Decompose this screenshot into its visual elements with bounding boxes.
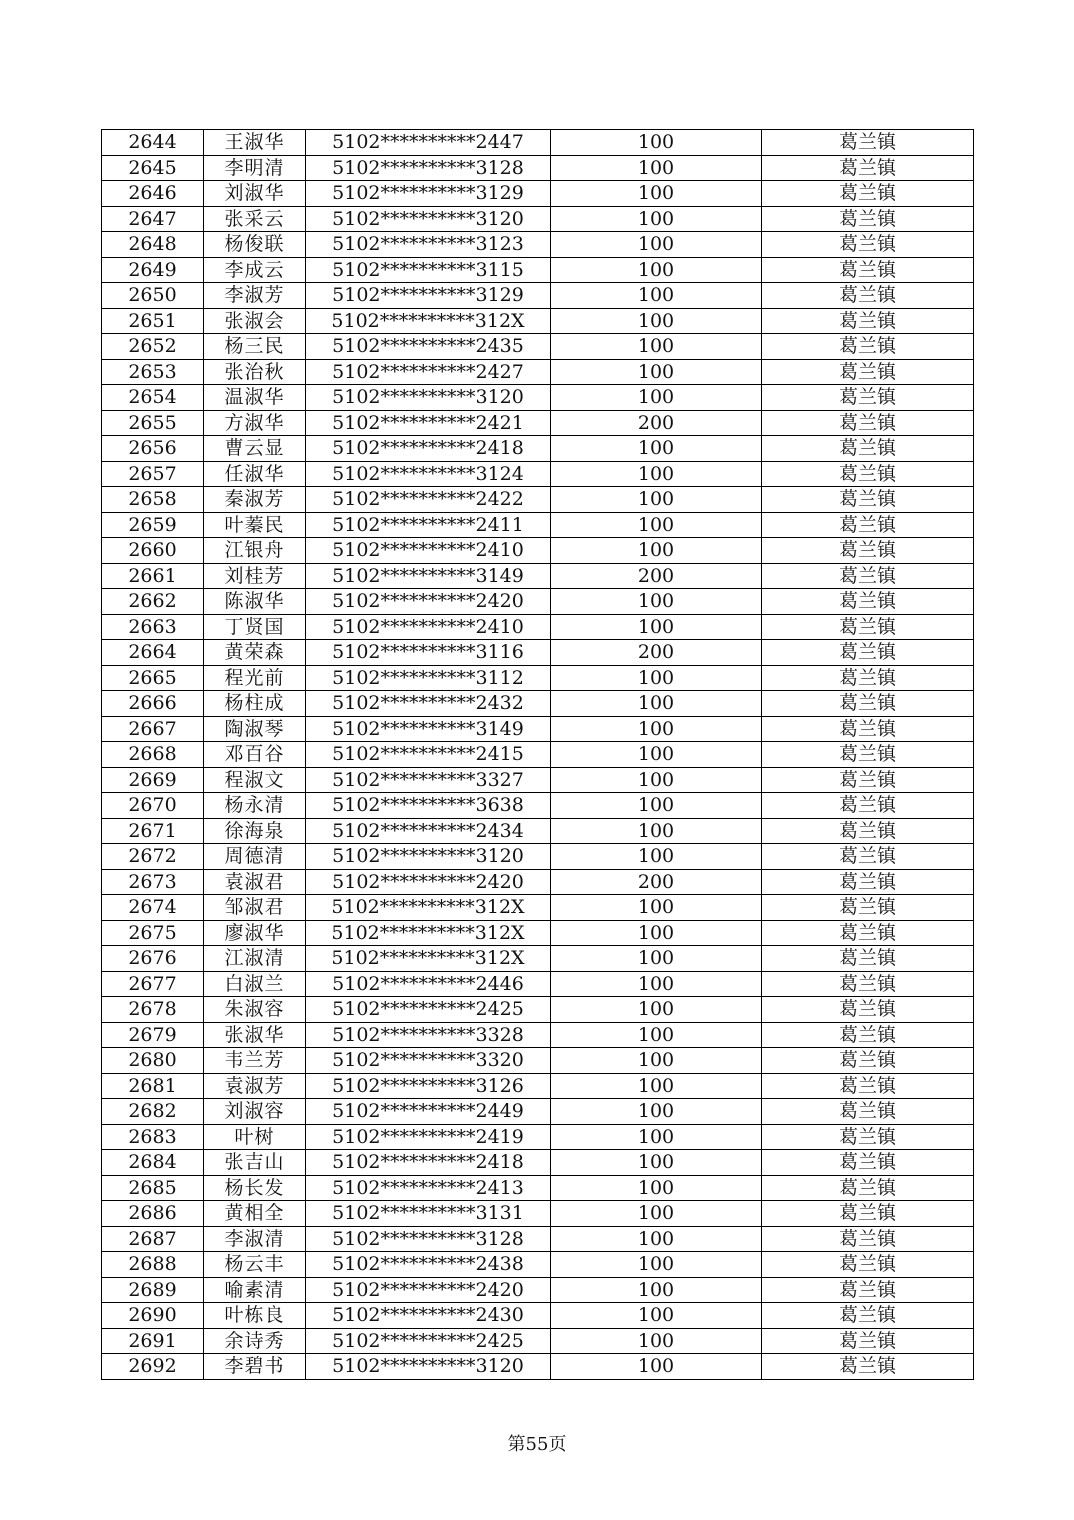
town-cell: 葛兰镇 bbox=[762, 1226, 974, 1252]
row-number-cell: 2646 bbox=[102, 181, 204, 207]
name-cell: 廖淑华 bbox=[204, 920, 306, 946]
row-number-cell: 2689 bbox=[102, 1277, 204, 1303]
name-cell: 杨俊联 bbox=[204, 232, 306, 258]
id-number-cell: 5102**********3320 bbox=[306, 1048, 551, 1074]
name-cell: 曹云显 bbox=[204, 436, 306, 462]
amount-cell: 100 bbox=[551, 436, 762, 462]
amount-cell: 200 bbox=[551, 640, 762, 666]
table-row bbox=[102, 1252, 974, 1278]
id-number-cell: 5102**********3126 bbox=[306, 1073, 551, 1099]
name-cell: 李成云 bbox=[204, 257, 306, 283]
amount-cell: 100 bbox=[551, 130, 762, 156]
row-number-cell: 2662 bbox=[102, 589, 204, 615]
town-cell: 葛兰镇 bbox=[762, 283, 974, 309]
town-cell: 葛兰镇 bbox=[762, 1022, 974, 1048]
row-number-cell: 2652 bbox=[102, 334, 204, 360]
amount-cell: 100 bbox=[551, 1048, 762, 1074]
amount-cell: 100 bbox=[551, 1201, 762, 1227]
table-row bbox=[102, 1303, 974, 1329]
id-number-cell: 5102**********2421 bbox=[306, 410, 551, 436]
amount-cell: 100 bbox=[551, 181, 762, 207]
id-number-cell: 5102**********3124 bbox=[306, 461, 551, 487]
town-cell: 葛兰镇 bbox=[762, 1303, 974, 1329]
amount-cell: 100 bbox=[551, 742, 762, 768]
town-cell: 葛兰镇 bbox=[762, 385, 974, 411]
amount-cell: 100 bbox=[551, 1150, 762, 1176]
id-number-cell: 5102**********2410 bbox=[306, 538, 551, 564]
table-row bbox=[102, 359, 974, 385]
row-number-cell: 2678 bbox=[102, 997, 204, 1023]
town-cell: 葛兰镇 bbox=[762, 869, 974, 895]
name-cell: 袁淑芳 bbox=[204, 1073, 306, 1099]
row-number-cell: 2666 bbox=[102, 691, 204, 717]
row-number-cell: 2655 bbox=[102, 410, 204, 436]
table-row bbox=[102, 563, 974, 589]
table-row bbox=[102, 436, 974, 462]
row-number-cell: 2682 bbox=[102, 1099, 204, 1125]
row-number-cell: 2659 bbox=[102, 512, 204, 538]
town-cell: 葛兰镇 bbox=[762, 691, 974, 717]
table-row bbox=[102, 767, 974, 793]
amount-cell: 100 bbox=[551, 920, 762, 946]
id-number-cell: 5102**********2446 bbox=[306, 971, 551, 997]
table-row bbox=[102, 1124, 974, 1150]
table-row bbox=[102, 1048, 974, 1074]
table-row bbox=[102, 1277, 974, 1303]
table-row bbox=[102, 512, 974, 538]
table-row bbox=[102, 946, 974, 972]
id-number-cell: 5102**********2430 bbox=[306, 1303, 551, 1329]
name-cell: 陶淑琴 bbox=[204, 716, 306, 742]
amount-cell: 100 bbox=[551, 691, 762, 717]
town-cell: 葛兰镇 bbox=[762, 563, 974, 589]
id-number-cell: 5102**********2422 bbox=[306, 487, 551, 513]
amount-cell: 100 bbox=[551, 1099, 762, 1125]
row-number-cell: 2679 bbox=[102, 1022, 204, 1048]
row-number-cell: 2692 bbox=[102, 1354, 204, 1380]
id-number-cell: 5102**********3123 bbox=[306, 232, 551, 258]
amount-cell: 100 bbox=[551, 793, 762, 819]
roster-table-body bbox=[102, 130, 974, 1380]
table-row bbox=[102, 1099, 974, 1125]
name-cell: 叶蓁民 bbox=[204, 512, 306, 538]
amount-cell: 100 bbox=[551, 818, 762, 844]
town-cell: 葛兰镇 bbox=[762, 1354, 974, 1380]
amount-cell: 100 bbox=[551, 767, 762, 793]
town-cell: 葛兰镇 bbox=[762, 640, 974, 666]
id-number-cell: 5102**********2413 bbox=[306, 1175, 551, 1201]
town-cell: 葛兰镇 bbox=[762, 1277, 974, 1303]
town-cell: 葛兰镇 bbox=[762, 895, 974, 921]
amount-cell: 100 bbox=[551, 308, 762, 334]
row-number-cell: 2687 bbox=[102, 1226, 204, 1252]
name-cell: 张淑华 bbox=[204, 1022, 306, 1048]
table-row bbox=[102, 257, 974, 283]
town-cell: 葛兰镇 bbox=[762, 232, 974, 258]
id-number-cell: 5102**********3149 bbox=[306, 716, 551, 742]
name-cell: 任淑华 bbox=[204, 461, 306, 487]
id-number-cell: 5102**********3115 bbox=[306, 257, 551, 283]
id-number-cell: 5102**********3116 bbox=[306, 640, 551, 666]
name-cell: 秦淑芳 bbox=[204, 487, 306, 513]
amount-cell: 100 bbox=[551, 359, 762, 385]
town-cell: 葛兰镇 bbox=[762, 1150, 974, 1176]
row-number-cell: 2670 bbox=[102, 793, 204, 819]
amount-cell: 100 bbox=[551, 1303, 762, 1329]
table-row bbox=[102, 665, 974, 691]
town-cell: 葛兰镇 bbox=[762, 716, 974, 742]
id-number-cell: 5102**********2434 bbox=[306, 818, 551, 844]
amount-cell: 200 bbox=[551, 563, 762, 589]
id-number-cell: 5102**********3120 bbox=[306, 1354, 551, 1380]
amount-cell: 100 bbox=[551, 538, 762, 564]
table-row bbox=[102, 155, 974, 181]
row-number-cell: 2683 bbox=[102, 1124, 204, 1150]
id-number-cell: 5102**********2427 bbox=[306, 359, 551, 385]
name-cell: 李淑清 bbox=[204, 1226, 306, 1252]
id-number-cell: 5102**********3128 bbox=[306, 1226, 551, 1252]
name-cell: 方淑华 bbox=[204, 410, 306, 436]
name-cell: 邹淑君 bbox=[204, 895, 306, 921]
town-cell: 葛兰镇 bbox=[762, 971, 974, 997]
town-cell: 葛兰镇 bbox=[762, 308, 974, 334]
id-number-cell: 5102**********312X bbox=[306, 946, 551, 972]
table-row bbox=[102, 742, 974, 768]
town-cell: 葛兰镇 bbox=[762, 997, 974, 1023]
amount-cell: 100 bbox=[551, 1022, 762, 1048]
row-number-cell: 2685 bbox=[102, 1175, 204, 1201]
table-row bbox=[102, 1328, 974, 1354]
id-number-cell: 5102**********312X bbox=[306, 920, 551, 946]
row-number-cell: 2661 bbox=[102, 563, 204, 589]
name-cell: 温淑华 bbox=[204, 385, 306, 411]
name-cell: 程光前 bbox=[204, 665, 306, 691]
amount-cell: 100 bbox=[551, 334, 762, 360]
row-number-cell: 2660 bbox=[102, 538, 204, 564]
row-number-cell: 2674 bbox=[102, 895, 204, 921]
amount-cell: 100 bbox=[551, 1175, 762, 1201]
town-cell: 葛兰镇 bbox=[762, 538, 974, 564]
amount-cell: 100 bbox=[551, 385, 762, 411]
name-cell: 张吉山 bbox=[204, 1150, 306, 1176]
name-cell: 刘淑容 bbox=[204, 1099, 306, 1125]
amount-cell: 100 bbox=[551, 1354, 762, 1380]
name-cell: 江银舟 bbox=[204, 538, 306, 564]
row-number-cell: 2663 bbox=[102, 614, 204, 640]
name-cell: 张淑会 bbox=[204, 308, 306, 334]
name-cell: 黄相全 bbox=[204, 1201, 306, 1227]
table-row bbox=[102, 538, 974, 564]
id-number-cell: 5102**********2438 bbox=[306, 1252, 551, 1278]
row-number-cell: 2664 bbox=[102, 640, 204, 666]
name-cell: 朱淑容 bbox=[204, 997, 306, 1023]
amount-cell: 100 bbox=[551, 1124, 762, 1150]
town-cell: 葛兰镇 bbox=[762, 1099, 974, 1125]
name-cell: 黄荣森 bbox=[204, 640, 306, 666]
table-row bbox=[102, 1073, 974, 1099]
row-number-cell: 2676 bbox=[102, 946, 204, 972]
town-cell: 葛兰镇 bbox=[762, 665, 974, 691]
amount-cell: 200 bbox=[551, 410, 762, 436]
id-number-cell: 5102**********2425 bbox=[306, 997, 551, 1023]
row-number-cell: 2691 bbox=[102, 1328, 204, 1354]
table-row bbox=[102, 1201, 974, 1227]
town-cell: 葛兰镇 bbox=[762, 614, 974, 640]
town-cell: 葛兰镇 bbox=[762, 1252, 974, 1278]
amount-cell: 100 bbox=[551, 155, 762, 181]
table-row bbox=[102, 869, 974, 895]
id-number-cell: 5102**********3129 bbox=[306, 283, 551, 309]
name-cell: 刘淑华 bbox=[204, 181, 306, 207]
name-cell: 白淑兰 bbox=[204, 971, 306, 997]
row-number-cell: 2668 bbox=[102, 742, 204, 768]
table-row bbox=[102, 1022, 974, 1048]
id-number-cell: 5102**********2411 bbox=[306, 512, 551, 538]
row-number-cell: 2665 bbox=[102, 665, 204, 691]
row-number-cell: 2656 bbox=[102, 436, 204, 462]
table-row bbox=[102, 1354, 974, 1380]
name-cell: 李碧书 bbox=[204, 1354, 306, 1380]
amount-cell: 100 bbox=[551, 232, 762, 258]
row-number-cell: 2657 bbox=[102, 461, 204, 487]
amount-cell: 100 bbox=[551, 716, 762, 742]
amount-cell: 100 bbox=[551, 614, 762, 640]
row-number-cell: 2671 bbox=[102, 818, 204, 844]
page-number: 第55页 bbox=[507, 1434, 567, 1455]
town-cell: 葛兰镇 bbox=[762, 946, 974, 972]
town-cell: 葛兰镇 bbox=[762, 793, 974, 819]
name-cell: 杨云丰 bbox=[204, 1252, 306, 1278]
name-cell: 袁淑君 bbox=[204, 869, 306, 895]
name-cell: 陈淑华 bbox=[204, 589, 306, 615]
town-cell: 葛兰镇 bbox=[762, 1124, 974, 1150]
name-cell: 叶栋良 bbox=[204, 1303, 306, 1329]
town-cell: 葛兰镇 bbox=[762, 155, 974, 181]
town-cell: 葛兰镇 bbox=[762, 512, 974, 538]
name-cell: 张采云 bbox=[204, 206, 306, 232]
table-row bbox=[102, 232, 974, 258]
row-number-cell: 2647 bbox=[102, 206, 204, 232]
row-number-cell: 2651 bbox=[102, 308, 204, 334]
id-number-cell: 5102**********2447 bbox=[306, 130, 551, 156]
name-cell: 王淑华 bbox=[204, 130, 306, 156]
table-row bbox=[102, 971, 974, 997]
amount-cell: 200 bbox=[551, 869, 762, 895]
table-row bbox=[102, 385, 974, 411]
name-cell: 程淑文 bbox=[204, 767, 306, 793]
id-number-cell: 5102**********3120 bbox=[306, 844, 551, 870]
table-row bbox=[102, 844, 974, 870]
name-cell: 余诗秀 bbox=[204, 1328, 306, 1354]
table-row bbox=[102, 895, 974, 921]
table-row bbox=[102, 334, 974, 360]
amount-cell: 100 bbox=[551, 1277, 762, 1303]
id-number-cell: 5102**********3638 bbox=[306, 793, 551, 819]
name-cell: 杨柱成 bbox=[204, 691, 306, 717]
table-row bbox=[102, 130, 974, 156]
amount-cell: 100 bbox=[551, 997, 762, 1023]
id-number-cell: 5102**********3128 bbox=[306, 155, 551, 181]
table-row bbox=[102, 308, 974, 334]
town-cell: 葛兰镇 bbox=[762, 818, 974, 844]
town-cell: 葛兰镇 bbox=[762, 589, 974, 615]
name-cell: 韦兰芳 bbox=[204, 1048, 306, 1074]
town-cell: 葛兰镇 bbox=[762, 1048, 974, 1074]
id-number-cell: 5102**********312X bbox=[306, 308, 551, 334]
table-row bbox=[102, 614, 974, 640]
id-number-cell: 5102**********2420 bbox=[306, 589, 551, 615]
id-number-cell: 5102**********2418 bbox=[306, 1150, 551, 1176]
row-number-cell: 2680 bbox=[102, 1048, 204, 1074]
name-cell: 李明清 bbox=[204, 155, 306, 181]
row-number-cell: 2675 bbox=[102, 920, 204, 946]
row-number-cell: 2649 bbox=[102, 257, 204, 283]
row-number-cell: 2681 bbox=[102, 1073, 204, 1099]
town-cell: 葛兰镇 bbox=[762, 334, 974, 360]
id-number-cell: 5102**********3129 bbox=[306, 181, 551, 207]
name-cell: 李淑芳 bbox=[204, 283, 306, 309]
row-number-cell: 2673 bbox=[102, 869, 204, 895]
name-cell: 邓百谷 bbox=[204, 742, 306, 768]
amount-cell: 100 bbox=[551, 844, 762, 870]
row-number-cell: 2645 bbox=[102, 155, 204, 181]
amount-cell: 100 bbox=[551, 487, 762, 513]
id-number-cell: 5102**********3131 bbox=[306, 1201, 551, 1227]
table-row bbox=[102, 461, 974, 487]
id-number-cell: 5102**********3327 bbox=[306, 767, 551, 793]
amount-cell: 100 bbox=[551, 1328, 762, 1354]
name-cell: 丁贤国 bbox=[204, 614, 306, 640]
table-row bbox=[102, 1175, 974, 1201]
town-cell: 葛兰镇 bbox=[762, 359, 974, 385]
amount-cell: 100 bbox=[551, 665, 762, 691]
row-number-cell: 2688 bbox=[102, 1252, 204, 1278]
name-cell: 叶树 bbox=[204, 1124, 306, 1150]
table-row bbox=[102, 997, 974, 1023]
id-number-cell: 5102**********2410 bbox=[306, 614, 551, 640]
table-row bbox=[102, 920, 974, 946]
amount-cell: 100 bbox=[551, 895, 762, 921]
row-number-cell: 2672 bbox=[102, 844, 204, 870]
row-number-cell: 2658 bbox=[102, 487, 204, 513]
id-number-cell: 5102**********2418 bbox=[306, 436, 551, 462]
town-cell: 葛兰镇 bbox=[762, 1175, 974, 1201]
id-number-cell: 5102**********2415 bbox=[306, 742, 551, 768]
id-number-cell: 5102**********2420 bbox=[306, 869, 551, 895]
name-cell: 刘桂芳 bbox=[204, 563, 306, 589]
id-number-cell: 5102**********2449 bbox=[306, 1099, 551, 1125]
id-number-cell: 5102**********2435 bbox=[306, 334, 551, 360]
table-row bbox=[102, 181, 974, 207]
id-number-cell: 5102**********2420 bbox=[306, 1277, 551, 1303]
table-row bbox=[102, 640, 974, 666]
amount-cell: 100 bbox=[551, 589, 762, 615]
row-number-cell: 2650 bbox=[102, 283, 204, 309]
name-cell: 江淑清 bbox=[204, 946, 306, 972]
town-cell: 葛兰镇 bbox=[762, 742, 974, 768]
id-number-cell: 5102**********3328 bbox=[306, 1022, 551, 1048]
town-cell: 葛兰镇 bbox=[762, 461, 974, 487]
id-number-cell: 5102**********3120 bbox=[306, 206, 551, 232]
name-cell: 周德清 bbox=[204, 844, 306, 870]
amount-cell: 100 bbox=[551, 1073, 762, 1099]
amount-cell: 100 bbox=[551, 257, 762, 283]
table-row bbox=[102, 589, 974, 615]
id-number-cell: 5102**********312X bbox=[306, 895, 551, 921]
row-number-cell: 2653 bbox=[102, 359, 204, 385]
amount-cell: 100 bbox=[551, 1226, 762, 1252]
amount-cell: 100 bbox=[551, 971, 762, 997]
town-cell: 葛兰镇 bbox=[762, 410, 974, 436]
table-row bbox=[102, 793, 974, 819]
town-cell: 葛兰镇 bbox=[762, 767, 974, 793]
amount-cell: 100 bbox=[551, 512, 762, 538]
row-number-cell: 2654 bbox=[102, 385, 204, 411]
row-number-cell: 2644 bbox=[102, 130, 204, 156]
row-number-cell: 2669 bbox=[102, 767, 204, 793]
row-number-cell: 2667 bbox=[102, 716, 204, 742]
table-row bbox=[102, 1226, 974, 1252]
roster-table bbox=[101, 129, 974, 1380]
table-row bbox=[102, 283, 974, 309]
amount-cell: 100 bbox=[551, 206, 762, 232]
town-cell: 葛兰镇 bbox=[762, 436, 974, 462]
table-row bbox=[102, 818, 974, 844]
row-number-cell: 2686 bbox=[102, 1201, 204, 1227]
table-row bbox=[102, 410, 974, 436]
id-number-cell: 5102**********2419 bbox=[306, 1124, 551, 1150]
table-row bbox=[102, 691, 974, 717]
table-row bbox=[102, 487, 974, 513]
id-number-cell: 5102**********2425 bbox=[306, 1328, 551, 1354]
table-row bbox=[102, 1150, 974, 1176]
row-number-cell: 2684 bbox=[102, 1150, 204, 1176]
town-cell: 葛兰镇 bbox=[762, 920, 974, 946]
town-cell: 葛兰镇 bbox=[762, 1201, 974, 1227]
name-cell: 徐海泉 bbox=[204, 818, 306, 844]
row-number-cell: 2690 bbox=[102, 1303, 204, 1329]
id-number-cell: 5102**********2432 bbox=[306, 691, 551, 717]
table-row bbox=[102, 716, 974, 742]
town-cell: 葛兰镇 bbox=[762, 1073, 974, 1099]
amount-cell: 100 bbox=[551, 946, 762, 972]
name-cell: 杨永清 bbox=[204, 793, 306, 819]
amount-cell: 100 bbox=[551, 1252, 762, 1278]
id-number-cell: 5102**********3149 bbox=[306, 563, 551, 589]
town-cell: 葛兰镇 bbox=[762, 130, 974, 156]
name-cell: 张治秋 bbox=[204, 359, 306, 385]
name-cell: 杨长发 bbox=[204, 1175, 306, 1201]
table-row bbox=[102, 206, 974, 232]
amount-cell: 100 bbox=[551, 461, 762, 487]
town-cell: 葛兰镇 bbox=[762, 487, 974, 513]
town-cell: 葛兰镇 bbox=[762, 1328, 974, 1354]
row-number-cell: 2677 bbox=[102, 971, 204, 997]
id-number-cell: 5102**********3112 bbox=[306, 665, 551, 691]
town-cell: 葛兰镇 bbox=[762, 206, 974, 232]
name-cell: 喻素清 bbox=[204, 1277, 306, 1303]
id-number-cell: 5102**********3120 bbox=[306, 385, 551, 411]
row-number-cell: 2648 bbox=[102, 232, 204, 258]
town-cell: 葛兰镇 bbox=[762, 181, 974, 207]
town-cell: 葛兰镇 bbox=[762, 257, 974, 283]
town-cell: 葛兰镇 bbox=[762, 844, 974, 870]
name-cell: 杨三民 bbox=[204, 334, 306, 360]
amount-cell: 100 bbox=[551, 283, 762, 309]
